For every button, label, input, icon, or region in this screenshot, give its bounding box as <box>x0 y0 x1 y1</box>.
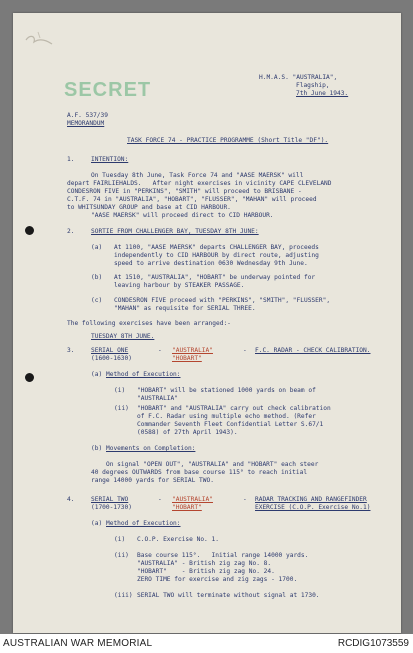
subheading: Method of Execution: <box>106 371 181 378</box>
item-label: (i) <box>114 387 126 394</box>
paragraph-line: On signal "OPEN OUT", "AUSTRALIA" and "HOBART" each steer <box>106 461 319 468</box>
paragraph-line: "HOBART" - British zig zag No. 24. <box>137 568 275 575</box>
dash: - <box>158 496 162 503</box>
serial-time: (1600-1630) <box>91 355 132 362</box>
paragraph-line: "AUSTRALIA" <box>137 395 178 402</box>
ship-name: "AUSTRALIA" <box>172 496 213 503</box>
header-ship: H.M.A.S. "AUSTRALIA", <box>259 74 338 81</box>
item-label: (b) <box>91 274 103 281</box>
item-label: (b) <box>91 445 103 452</box>
reference-number: A.F. 537/39 <box>67 112 108 119</box>
item-label: (i) <box>114 536 126 543</box>
archive-id: RCDIG1073559 <box>337 638 409 649</box>
paragraph-line: C.O.P. Exercise No. 1. <box>137 536 219 543</box>
pencil-mark <box>22 28 56 50</box>
paragraph-line: to WHITSUNDAY GROUP and base at CID HARBOUR. <box>67 204 231 211</box>
section-number: 3. <box>67 347 75 354</box>
punch-hole <box>25 226 34 235</box>
paragraph-line: ZERO TIME for exercise and zig zags - 1700. <box>137 576 298 583</box>
section-number: 1. <box>67 156 75 163</box>
paragraph-line: C.T.F. 74 in "AUSTRALIA", "HOBART", "FLUSSER", "MAHAN" will proceed <box>67 196 317 203</box>
paragraph-line: At 1100, "AASE MAERSK" departs CHALLENGER BAY, proceeds <box>114 244 319 251</box>
paragraph-line: leaving harbour by STEAKER PASSAGE. <box>114 282 245 289</box>
punch-hole <box>25 373 34 382</box>
day-heading: TUESDAY 8TH JUNE. <box>91 333 155 340</box>
item-label: (iii) <box>114 592 133 599</box>
item-label: (a) <box>91 371 103 378</box>
ship-name: "HOBART" <box>172 355 202 362</box>
item-label: (a) <box>91 244 103 251</box>
dash: - <box>243 496 247 503</box>
item-label: (ii) <box>114 552 129 559</box>
reference-name: MEMORANDUM <box>67 120 105 127</box>
exercise-name: F.C. RADAR - CHECK CALIBRATION. <box>255 347 371 354</box>
paragraph-line: "HOBART" and "AUSTRALIA" carry out check calibration <box>137 405 331 412</box>
item-label: (ii) <box>114 405 129 412</box>
subheading: Movements on Completion: <box>106 445 196 452</box>
subheading: Method of Execution: <box>106 520 181 527</box>
serial-name: SERIAL ONE <box>91 347 129 354</box>
archive-name: AUSTRALIAN WAR MEMORIAL <box>3 638 153 649</box>
arranged-line: The following exercises have been arranged:- <box>67 320 231 327</box>
paragraph-line: (0588) of 27th April 1943). <box>137 429 238 436</box>
paragraph-line: On Tuesday 8th June, Task Force 74 and "AASE MAERSK" will <box>91 172 304 179</box>
serial-name: SERIAL TWO <box>91 496 129 503</box>
section-number: 2. <box>67 228 75 235</box>
secret-stamp: SECRET <box>64 79 152 101</box>
paragraph-line: of F.C. Radar using multiple echo method. (Refer <box>137 413 316 420</box>
ship-name: "HOBART" <box>172 504 202 511</box>
paragraph-line: Commander Seventh Fleet Confidential Letter S.67/1 <box>137 421 324 428</box>
exercise-name: RADAR TRACKING AND RANGEFINDER <box>255 496 367 503</box>
paragraph-line: depart FAIRLIEHALDS. After night exercises in vicinity CAPE CLEVELAND <box>67 180 332 187</box>
paragraph-line: "HOBART" will be stationed 1000 yards on beam of <box>137 387 316 394</box>
paragraph-line: Base course 115°. Initial range 14000 yards. <box>137 552 309 559</box>
paragraph-line: range 14000 yards for SERIAL TWO. <box>91 477 214 484</box>
section-heading: SORTIE FROM CHALLENGER BAY, TUESDAY 8TH JUNE: <box>91 228 259 235</box>
paragraph-line: "AASE MAERSK" will proceed direct to CID HARBOUR. <box>91 212 274 219</box>
paragraph-line: 40 degrees OUTWARDS from base course 115° to reach initial <box>91 469 308 476</box>
paragraph-line: At 1510, "AUSTRALIA", "HOBART" be underway pointed for <box>114 274 316 281</box>
paragraph-line: SERIAL TWO will terminate without signal at 1730. <box>137 592 320 599</box>
paragraph-line: CONDESRON FIVE in "PERKINS", "SMITH" will proceed to BRISBANE - <box>67 188 302 195</box>
page-title: TASK FORCE 74 - PRACTICE PROGRAMME (Short Title "DF"). <box>127 137 329 144</box>
paragraph-line: "MAHAN" as requisite for SERIAL THREE. <box>114 305 256 312</box>
item-label: (c) <box>91 297 103 304</box>
header-role: Flagship, <box>296 82 330 89</box>
serial-time: (1700-1730) <box>91 504 132 511</box>
item-label: (a) <box>91 520 103 527</box>
header-date: 7th June 1943. <box>296 90 349 97</box>
archive-footer <box>0 634 413 653</box>
section-heading: INTENTION: <box>91 156 129 163</box>
paragraph-line: CONDESRON FIVE proceed with "PERKINS", "SMITH", "FLUSSER", <box>114 297 331 304</box>
paragraph-line: "AUSTRALIA" - British zig zag No. 8. <box>137 560 272 567</box>
ship-name: "AUSTRALIA" <box>172 347 213 354</box>
paragraph-line: independently to CID HARBOUR by direct route, adjusting <box>114 252 319 259</box>
paragraph-line: speed to arrive destination 0630 Wednesday 9th June. <box>114 260 308 267</box>
dash: - <box>158 347 162 354</box>
section-number: 4. <box>67 496 75 503</box>
exercise-name: EXERCISE (C.O.P. Exercise No.1) <box>255 504 371 511</box>
dash: - <box>243 347 247 354</box>
